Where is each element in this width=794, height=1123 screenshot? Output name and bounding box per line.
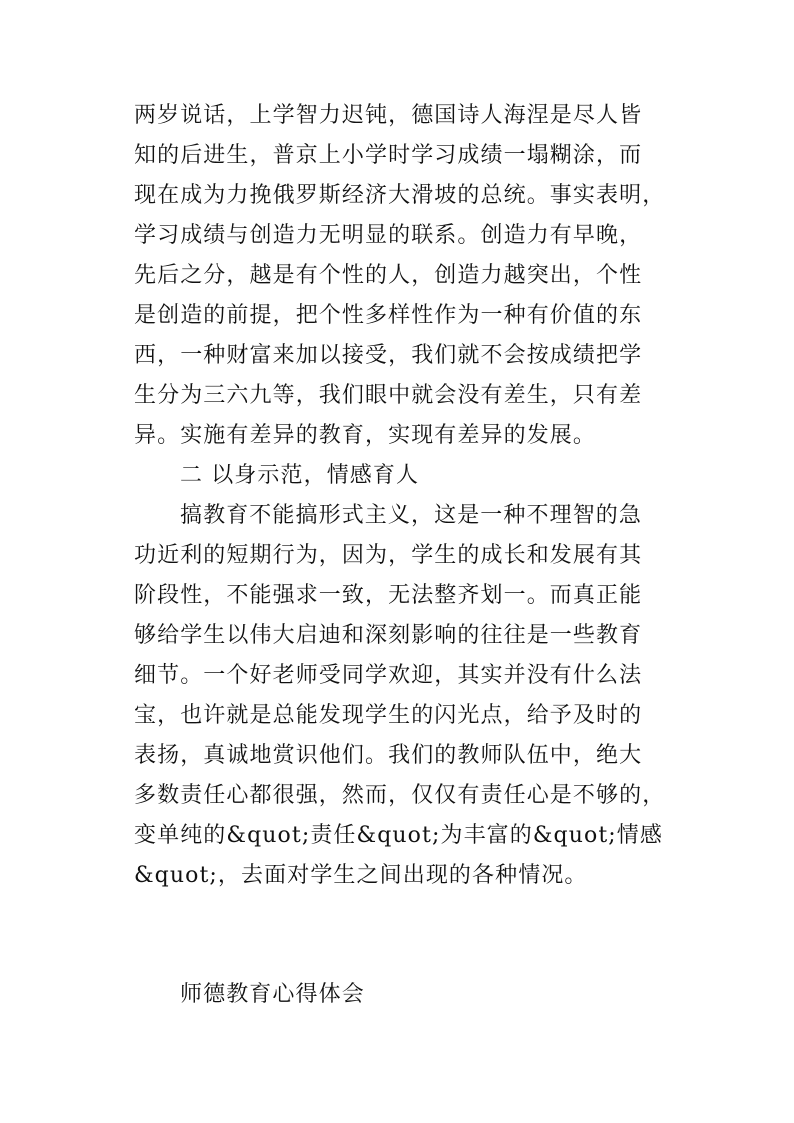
- body-line: 异。实施有差异的教育，实现有差异的发展。: [134, 423, 597, 448]
- section-spacer: [134, 896, 674, 975]
- next-document-title: 师德教育心得体会: [180, 982, 365, 1007]
- body-line: 多数责任心都很强，然而，仅仅有责任心是不够的，: [134, 783, 666, 808]
- body-line: &quot;，去面对学生之间出现的各种情况。: [134, 863, 588, 888]
- body-line: 功近利的短期行为，因为，学生的成长和发展有其: [134, 543, 643, 568]
- body-line: 先后之分，越是有个性的人，创造力越突出，个性: [134, 263, 643, 288]
- body-line: 生分为三六九等，我们眼中就会没有差生，只有差: [134, 383, 643, 408]
- body-line: 学习成绩与创造力无明显的联系。创造力有早晚，: [134, 223, 643, 248]
- body-line: 宝，也许就是总能发现学生的闪光点，给予及时的: [134, 703, 643, 728]
- paragraph-first-line: 搞教育不能搞形式主义，这是一种不理智的急: [180, 503, 643, 528]
- body-line: 阶段性，不能强求一致，无法整齐划一。而真正能: [134, 583, 643, 608]
- section-heading: 二 以身示范，情感育人: [180, 463, 420, 488]
- body-line: 细节。一个好老师受同学欢迎，其实并没有什么法: [134, 663, 643, 688]
- document-body: [134, 96, 674, 1015]
- body-line: 西，一种财富来加以接受，我们就不会按成绩把学: [134, 343, 643, 368]
- body-line: 表扬，真诚地赏识他们。我们的教师队伍中，绝大: [134, 743, 643, 768]
- body-line: 变单纯的&quot;责任&quot;为丰富的&quot;情感: [134, 823, 663, 848]
- body-line: 是创造的前提，把个性多样性作为一种有价值的东: [134, 303, 643, 328]
- body-line: 够给学生以伟大启迪和深刻影响的往往是一些教育: [134, 623, 643, 648]
- body-line: 知的后进生，普京上小学时学习成绩一塌糊涂，而: [134, 143, 643, 168]
- body-line: 现在成为力挽俄罗斯经济大滑坡的总统。事实表明，: [134, 183, 666, 208]
- body-line: 两岁说话，上学智力迟钝，德国诗人海涅是尽人皆: [134, 103, 643, 128]
